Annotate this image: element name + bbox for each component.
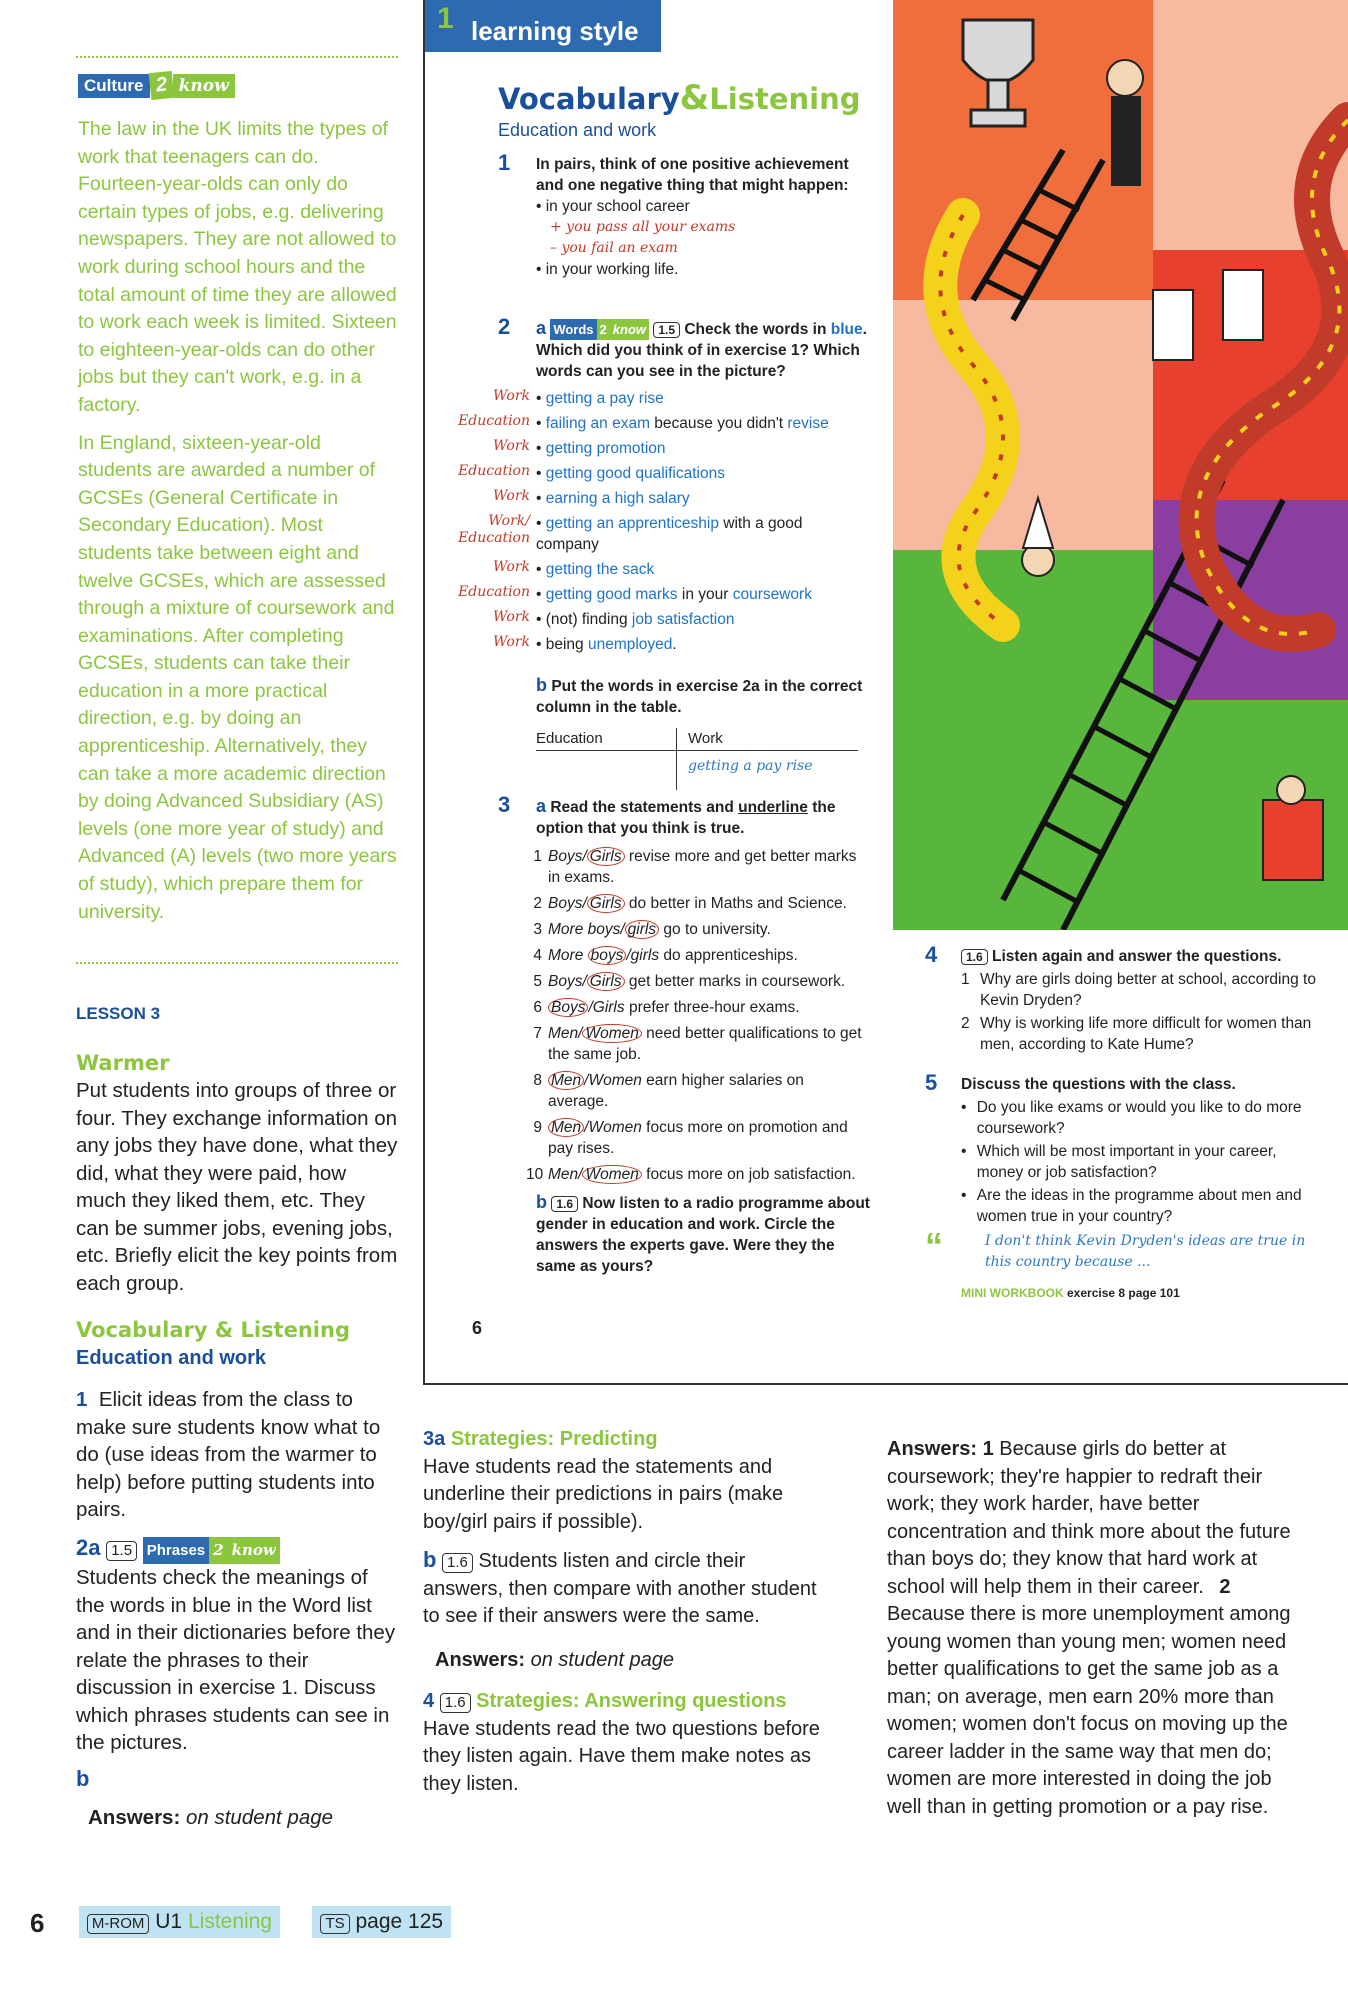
phrase-text: revise <box>787 415 829 432</box>
ex5-instruction: Discuss the questions with the class. <box>961 1076 1236 1093</box>
answers-value: on student page <box>185 1806 334 1829</box>
words-tag: Words <box>550 319 596 340</box>
note-4-text: Have students read the two questions before they listen again. Have them make notes as they listen. <box>423 1717 820 1795</box>
phrase-item: Work • getting the sack <box>440 559 880 580</box>
phrase-handwritten-category: Work <box>492 388 530 404</box>
ex5-handwritten-quote: I don't think Kevin Dryden's ideas are true in this country because ... <box>985 1233 1306 1270</box>
note-2a-text: Students check the meanings of the words in blue in the Word list and in their dictionaries before they relate the phrases to their discussion in exercise 1. Discuss which phrases students can see in the pictures. <box>76 1566 396 1754</box>
note-1 <box>76 1386 398 1524</box>
statement-number: 5 <box>533 973 542 990</box>
statement-circled-option: Women <box>582 1165 641 1184</box>
exercise-2 <box>498 314 878 382</box>
title-ampersand: & <box>679 78 710 118</box>
note-1-text: Elicit ideas from the class to make sure students know what to do (use ideas from the warmer to help) before putting students into pairs. <box>76 1388 381 1521</box>
note-3b: b 1.6 Students listen and circle their answers, then compare with another student to see if their answers were the same. <box>423 1547 817 1627</box>
statement-item <box>526 945 878 966</box>
phrase-text: getting an apprenticeship <box>545 515 719 532</box>
statement-circled-option: Men <box>548 1118 584 1137</box>
phrase-handwritten-category: Work <box>492 438 530 454</box>
phrase-item: Work/ Education • getting an apprenticeship with a good company <box>440 513 880 555</box>
phrase-text: getting good marks <box>545 586 678 603</box>
phrases-tag-2: 2 <box>209 1537 227 1565</box>
banner-text: learning style <box>471 16 639 46</box>
statement-text: prefer three-hour exams. <box>624 999 800 1016</box>
phrase-item: Work • earning a high salary <box>440 488 880 509</box>
phrase-item: Education • getting good qualifications <box>440 463 880 484</box>
phrase-handwritten-category: Work <box>492 488 530 504</box>
ex1-number: 1 <box>498 150 511 175</box>
ex1-handwritten-1: + you pass all your exams <box>550 219 736 235</box>
statement-circled-option: Girls <box>587 847 625 866</box>
phrase-handwritten-category: Work <box>492 559 530 575</box>
mini-workbook-label: MINI WORKBOOK <box>961 1286 1064 1300</box>
statement-option: More <box>548 947 588 964</box>
ex3-instruction: a Read the statements and underline the option that you think is true. <box>536 796 836 837</box>
statement-item <box>526 1070 878 1112</box>
education-work-table <box>536 728 858 790</box>
words-tag-know: know <box>610 319 649 340</box>
statement-item <box>526 1117 878 1159</box>
phrase-text: getting the sack <box>545 561 655 578</box>
page-footer <box>30 1906 479 1946</box>
ex1-instruction: In pairs, think of one positive achievement and one negative thing that might happen: <box>536 156 849 194</box>
ex1-bullet-2: • in your working life. <box>536 261 679 278</box>
note-3b-answers: Answers: on student page <box>435 1648 675 1671</box>
phrase-text: unemployed <box>587 636 673 653</box>
ex1-bullet-1: • in your school career <box>536 198 690 215</box>
answers-line <box>88 1804 398 1832</box>
ex4-question-1: 1 Why are girls doing better at school, according to Kevin Dryden? <box>961 971 1316 1009</box>
statement-item <box>526 971 878 992</box>
note-b-number: b <box>76 1765 90 1791</box>
mini-workbook-ref <box>961 1283 1325 1304</box>
ex2-a-label: a <box>536 318 547 338</box>
statement-circled-option: Girls <box>587 972 625 991</box>
ex5-bullet-2: • Which will be most important in your career, money or job satisfaction? <box>961 1143 1277 1181</box>
words-tag-2: 2 <box>597 319 610 340</box>
note-2a <box>76 1534 398 1757</box>
lesson-label: LESSON 3 <box>76 1004 161 1023</box>
statement-circled-option: boys <box>588 946 627 965</box>
phrase-list <box>440 388 880 659</box>
track-badge: 1.5 <box>106 1541 137 1561</box>
phrase-text: getting good qualifications <box>545 465 725 482</box>
statement-text: earn higher salaries on average. <box>548 1072 804 1110</box>
phrase-handwritten-category: Education <box>458 413 530 429</box>
statement-option: /Girls <box>588 999 625 1016</box>
warmer-text: Put students into groups of three or four. They exchange information on any jobs they have done, what they did, what they were paid, how much they liked them, etc. They can be summer jobs, evening jobs, etc. Briefly elicit the key points from each group. <box>76 1079 398 1295</box>
ex2-track: 1.5 <box>653 322 680 338</box>
table-rule <box>536 750 858 751</box>
statement-option: More boys/ <box>548 921 625 938</box>
culture-paragraph: In England, sixteen-year-old students are awarded a number of GCSEs (General Certificate in Secondary Education). Most students take between eight and twelve GCSEs, which are assessed through a mixture of coursework and examinations. After completing GCSEs, students can take their education in a more practical direction, e.g. by doing an apprenticeship. Alternatively, they can take a more academic direction by doing Advanced Subsidiary (AS) levels (one more year of study) and Advanced (A) levels (two more years of study), which prepare them for university. <box>78 431 397 923</box>
phrase-text: getting a pay rise <box>545 390 664 407</box>
phrase-text: (not) finding <box>545 611 632 628</box>
title-listening: Listening <box>709 82 861 116</box>
phrase-text: with a good company <box>536 515 803 553</box>
ex3b-text: Now listen to a radio programme about gender in education and work. Circle the answers the experts gave. Were they the same as yours? <box>536 1195 870 1275</box>
footer-page-number: 6 <box>30 1908 45 1939</box>
phrase-item: Work • getting promotion <box>440 438 880 459</box>
teacher-notes-middle <box>423 1426 823 1798</box>
snakes-ladders-illustration <box>893 0 1348 930</box>
statement-list <box>526 846 878 1190</box>
statement-circled-option: girls <box>625 920 659 939</box>
ex3b-track: 1.6 <box>551 1196 578 1212</box>
note-3a-text: Have students read the statements and underline their predictions in pairs (make boy/girl pairs if possible). <box>423 1455 784 1533</box>
phrase-item: Education • getting good marks in your coursework <box>440 584 880 605</box>
ex3b-label: b <box>536 1192 547 1212</box>
phrase-text: being <box>545 636 588 653</box>
mini-workbook-text: exercise 8 page 101 <box>1067 1286 1180 1300</box>
statement-text: focus more on promotion and pay rises. <box>548 1119 848 1157</box>
exercise-3b <box>536 1192 876 1277</box>
ex2b-label: b <box>536 675 547 695</box>
phrase-item: Work • getting a pay rise <box>440 388 880 409</box>
phrase-handwritten-category: Education <box>458 584 530 600</box>
student-page-subtitle: Education and work <box>498 120 657 140</box>
statement-option: Men/ <box>548 1025 583 1042</box>
quote-mark: “ <box>925 1225 943 1266</box>
statement-circled-option: Women <box>582 1024 641 1043</box>
statement-option: Men/ <box>548 1166 583 1183</box>
phrase-handwritten-category: Work <box>492 609 530 625</box>
phrase-text: job satisfaction <box>631 611 735 628</box>
statement-option: Boys/ <box>548 895 587 912</box>
phrase-item: Education • failing an exam because you didn't revise <box>440 413 880 434</box>
phrase-text: failing an exam <box>545 415 650 432</box>
ex3-number: 3 <box>498 792 511 817</box>
phrase-text: because you didn't <box>650 415 788 432</box>
learning-style-banner <box>425 0 661 52</box>
statement-text: get better marks in coursework. <box>624 973 846 990</box>
statement-text: focus more on job satisfaction. <box>641 1166 856 1183</box>
statement-item <box>526 997 878 1018</box>
phrase-item: Work • being unemployed. <box>440 634 880 655</box>
culture-2-know-heading <box>78 72 235 99</box>
exercise-2b <box>536 675 876 718</box>
ex1-handwritten-2: – you fail an exam <box>550 240 678 256</box>
culture-paragraph: The law in the UK limits the types of work that teenagers can do. Fourteen-year-olds can only do certain types of jobs, e.g. delivering newspapers. They are not allowed to work during school hours and the total amount of time they are allowed to work each week is limited. Sixteen to eighteen-year-olds can do other jobs but they can't work, e.g. in a factory. <box>78 118 397 416</box>
phrase-handwritten-category: Work/ Education <box>458 513 530 546</box>
statement-item <box>526 893 878 914</box>
ex5-number: 5 <box>925 1070 938 1095</box>
statement-number: 9 <box>533 1119 542 1136</box>
statement-item <box>526 846 878 888</box>
student-page-title <box>498 78 861 118</box>
statement-circled-option: Girls <box>587 894 625 913</box>
statement-number: 10 <box>526 1166 544 1183</box>
phrase-text: earning a high salary <box>545 490 690 507</box>
note-1-number: 1 <box>76 1388 88 1411</box>
culture-tag-know: know <box>173 74 235 98</box>
warmer-heading: Warmer <box>76 1050 170 1075</box>
answer-2-text: Because there is more unemployment among young women than young men; women need better qualifications to get the same job as a man; on average, men earn 20% more than women; women don't focus on moving up the career ladder in the same way that men do; women are more interested in doing the job well than in getting promotion or a pay rise. <box>887 1603 1291 1818</box>
ex4-track: 1.6 <box>961 949 988 965</box>
answers-label: Answers: <box>88 1806 181 1829</box>
culture-tag-num: 2 <box>148 71 174 100</box>
statement-item <box>526 1023 878 1065</box>
table-handwritten: getting a pay rise <box>688 758 813 774</box>
ex5-bullet-1: • Do you like exams or would you like to do more coursework? <box>961 1099 1302 1137</box>
statement-item <box>526 919 878 940</box>
statement-option: Boys/ <box>548 973 587 990</box>
footer-ts[interactable]: TS page 125 <box>312 1906 451 1938</box>
phrase-handwritten-category: Work <box>492 634 530 650</box>
statement-option: /girls <box>626 947 660 964</box>
ex4-instruction: 1.6 Listen again and answer the questions. <box>961 946 1325 967</box>
statement-number: 1 <box>533 848 542 865</box>
note-3a: 3a Strategies: Predicting <box>423 1428 658 1450</box>
statement-option: /Women <box>584 1072 642 1089</box>
statement-number: 2 <box>533 895 542 912</box>
statement-circled-option: Boys <box>548 998 588 1017</box>
answer-2-number: 2 <box>1219 1575 1231 1598</box>
phrase-text: in your <box>677 586 733 603</box>
teacher-notes-left <box>76 1000 398 1832</box>
statement-text: go to university. <box>659 921 771 938</box>
statement-text: do better in Maths and Science. <box>624 895 847 912</box>
student-page-number: 6 <box>472 1318 483 1338</box>
exercise-3 <box>498 792 878 839</box>
phrase-handwritten-category: Education <box>458 463 530 479</box>
phrases-tag-know: know <box>228 1537 280 1565</box>
phrase-item: Work • (not) finding job satisfaction <box>440 609 880 630</box>
table-header-work: Work <box>688 730 723 747</box>
ex2-number: 2 <box>498 314 511 339</box>
illustration-svg <box>893 0 1348 930</box>
phrases-tag: Phrases <box>143 1537 209 1565</box>
statement-option: Boys/ <box>548 848 587 865</box>
title-vocabulary: Vocabulary <box>498 82 680 116</box>
note-4-track: 1.6 <box>440 1693 471 1713</box>
ex4-question-2: 2 Why is working life more difficult for women than men, according to Kate Hume? <box>961 1015 1312 1053</box>
footer-mrom[interactable]: M-ROM U1 Listening <box>79 1906 280 1938</box>
statement-number: 4 <box>533 947 542 964</box>
culture-top-divider <box>76 56 398 58</box>
note-2a-number: 2a <box>76 1534 101 1560</box>
culture-text <box>78 116 398 926</box>
teacher-notes-right <box>887 1436 1307 1821</box>
exercise-4 <box>925 942 1325 1055</box>
statement-text: need better qualifications to get the same job. <box>548 1025 862 1063</box>
statement-item <box>526 1164 878 1185</box>
phrase-text: . <box>672 636 677 653</box>
exercise-5 <box>925 1070 1325 1304</box>
statement-option: /Women <box>584 1119 642 1136</box>
statement-text: revise more and get better marks in exams. <box>548 848 857 886</box>
phrase-text: getting promotion <box>545 440 666 457</box>
culture-tag: Culture <box>78 74 150 98</box>
ex4-number: 4 <box>925 942 938 967</box>
exercise-1 <box>498 150 878 280</box>
phrase-text: coursework <box>732 586 812 603</box>
banner-unit-number: 1 <box>437 2 454 35</box>
note-3b-track: 1.6 <box>442 1553 473 1573</box>
ex2b-text: Put the words in exercise 2a in the correct column in the table. <box>536 678 863 716</box>
ex5-bullet-3: • Are the ideas in the programme about men and women true in your country? <box>961 1187 1302 1225</box>
answers-1-label: Answers: 1 <box>887 1438 994 1460</box>
statement-circled-option: Men <box>548 1071 584 1090</box>
statement-text: do apprenticeships. <box>659 947 798 964</box>
ex2-instruction: a Words 2 know 1.5 Check the words in blue. Which did you think of in exercise 1? Which words can you see in the picture? <box>536 318 867 380</box>
table-divider <box>676 728 677 790</box>
table-header-education: Education <box>536 730 603 747</box>
statement-number: 3 <box>533 921 542 938</box>
statement-number: 7 <box>533 1025 542 1042</box>
answer-1-text: Because girls do better at coursework; they're happier to redraft their work; they work harder, have better concentration and think more about the future than boys do; they know that hard work at school will help them in their career. <box>887 1438 1291 1598</box>
education-work-heading: Education and work <box>76 1346 267 1369</box>
statement-number: 6 <box>533 999 542 1016</box>
vocab-listening-heading: Vocabulary & Listening <box>76 1318 350 1342</box>
statement-number: 8 <box>533 1072 542 1089</box>
culture-bottom-divider <box>76 962 398 964</box>
note-4: 4 1.6 Strategies: Answering questions <box>423 1690 787 1712</box>
ex5-quote <box>925 1225 1325 1273</box>
